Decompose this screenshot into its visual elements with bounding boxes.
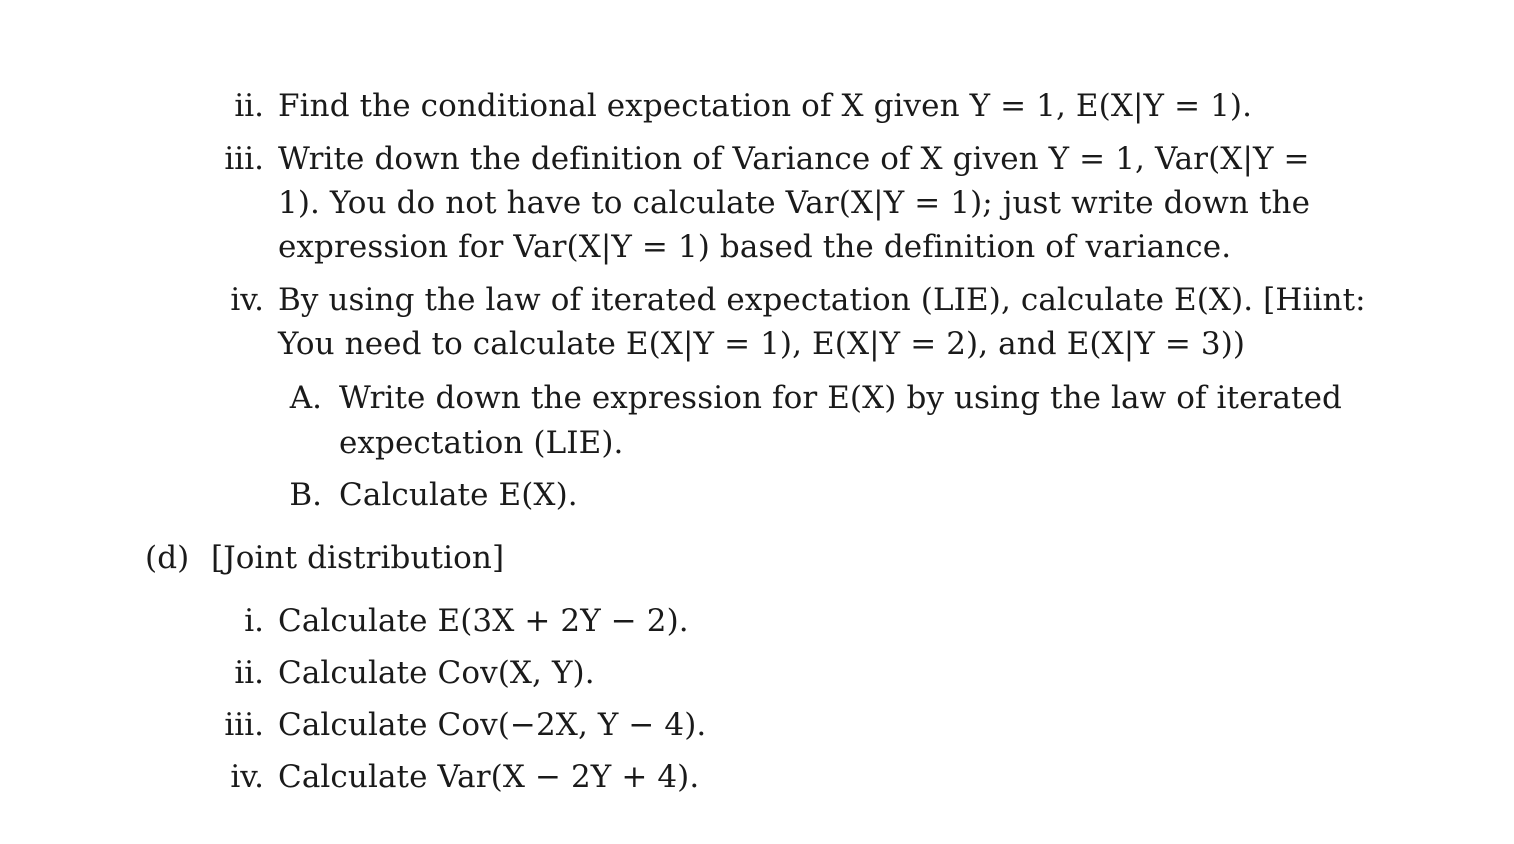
item-text: Calculate Var(X − 2Y + 4). — [278, 759, 700, 795]
item-label: i. — [244, 603, 264, 639]
item-text: Calculate E(3X + 2Y − 2). — [278, 603, 689, 639]
item-text: Calculate Cov(−2X, Y − 4). — [278, 707, 707, 743]
item-text: Find the conditional expectation of X given Y = 1, E(X|Y = 1). — [278, 88, 1253, 124]
subitem-text: Calculate E(X). — [339, 477, 578, 513]
item-label: ii. — [234, 655, 264, 691]
subitem-label: A. — [289, 380, 322, 416]
item-label: ii. — [234, 88, 264, 124]
part-d-label: (d) — [145, 540, 190, 576]
item-text: By using the law of iterated expectation (LIE), calculate E(X). [Hiint: — [278, 282, 1366, 318]
item-text: Calculate Cov(X, Y). — [278, 655, 595, 691]
item-text-continuation: You need to calculate E(X|Y = 1), E(X|Y = 2), and E(X|Y = 3)) — [278, 326, 1246, 362]
item-text-continuation: expression for Var(X|Y = 1) based the definition of variance. — [278, 229, 1232, 265]
item-label: iv. — [230, 282, 264, 318]
item-text: Write down the definition of Variance of X given Y = 1, Var(X|Y = — [278, 141, 1310, 177]
item-label: iii. — [224, 141, 264, 177]
item-label: iv. — [230, 759, 264, 795]
item-text-continuation: 1). You do not have to calculate Var(X|Y = 1); just write down the — [278, 185, 1311, 221]
subitem-label: B. — [289, 477, 322, 513]
subitem-text: Write down the expression for E(X) by using the law of iterated — [339, 380, 1342, 416]
subitem-text-continuation: expectation (LIE). — [339, 425, 624, 461]
item-label: iii. — [224, 707, 264, 743]
part-d-title: [Joint distribution] — [211, 540, 505, 576]
